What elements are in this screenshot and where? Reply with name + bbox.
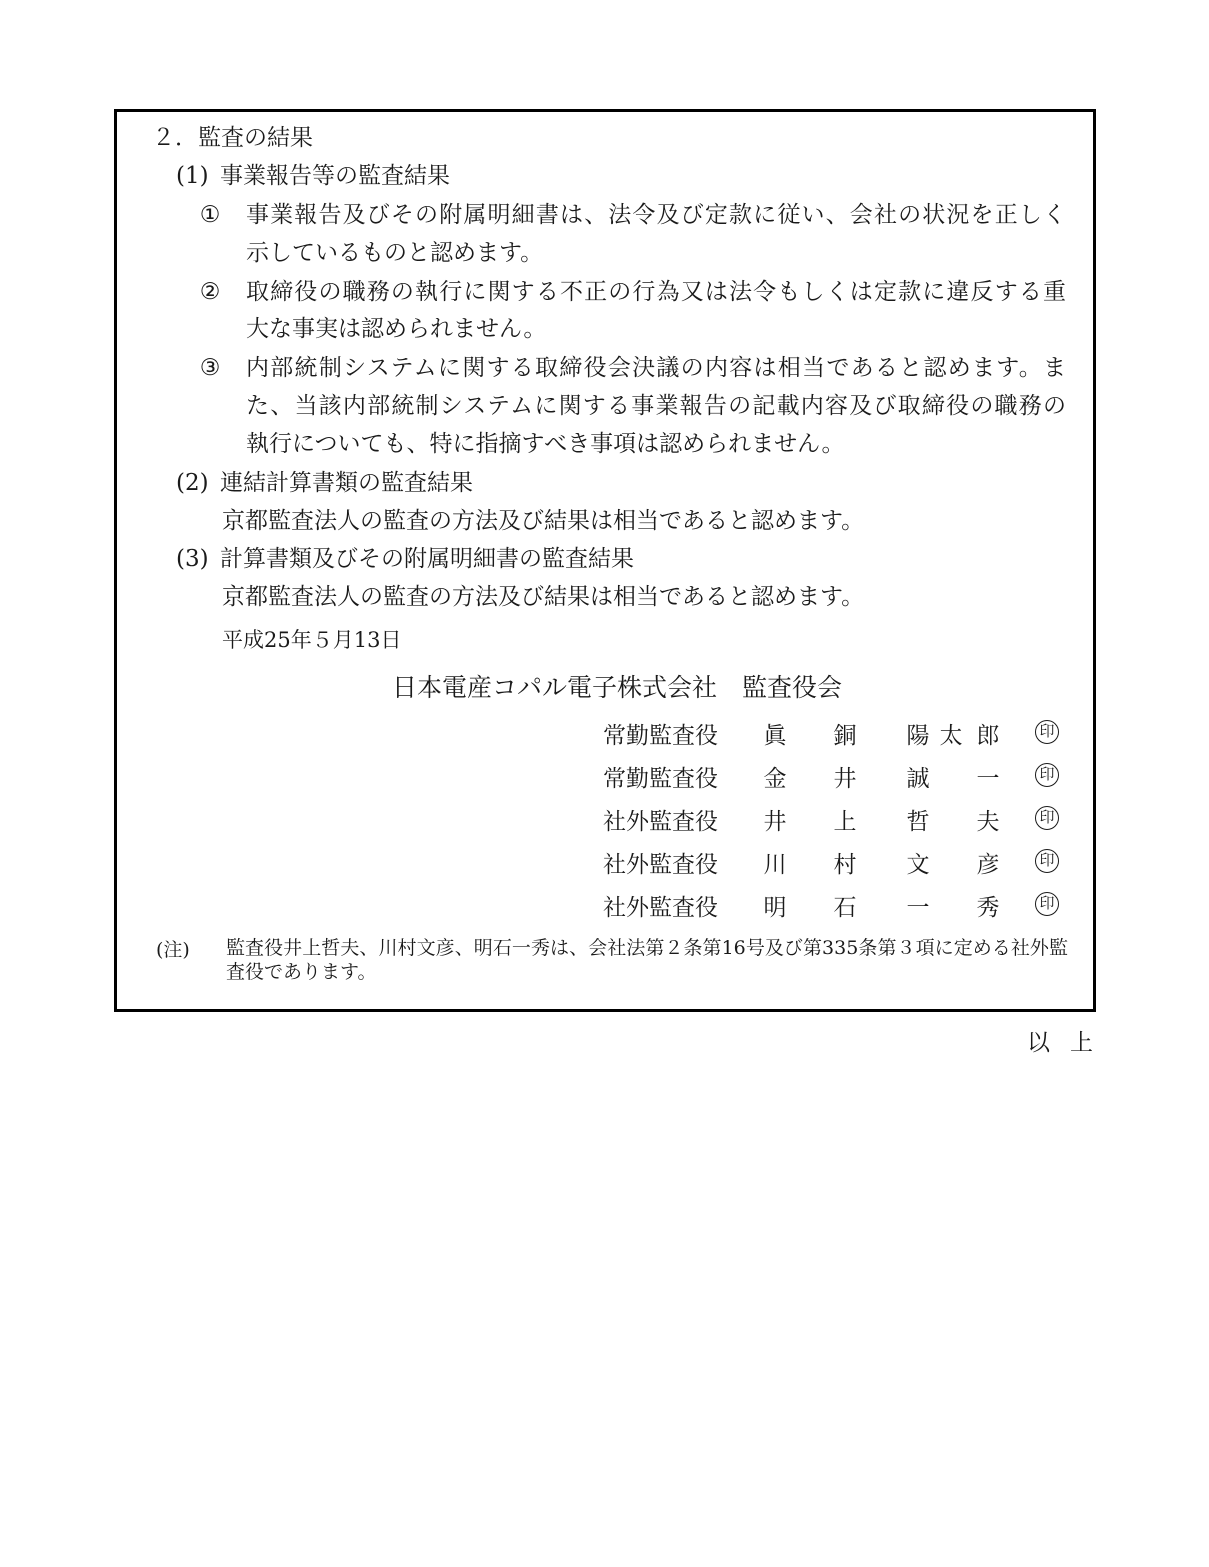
subsection-1-number: (1) [176,163,209,189]
item-3-line-3: 執行についても、特に指摘すべき事項は認められません。 [246,431,845,457]
subsection-2-body: 京都監査法人の監査の方法及び結果は相当であると認めます。 [222,508,865,534]
item-1-line-1: 事業報告及びその附属明細書は、法令及び定款に従い、会社の状況を正しく [246,202,1066,228]
item-2-line-1: 取締役の職務の執行に関する不正の行為又は法令もしくは定款に違反する重 [246,279,1066,305]
item-2-marker: ② [199,279,221,305]
auditor-name-char: 陽 [906,723,930,749]
subsection-3-heading [176,545,634,573]
auditor-name-char: 一 [906,895,930,921]
auditor-name-char: 文 [906,852,930,878]
auditor-name-char: 誠 [906,766,930,792]
closing-mark: 以上 [1027,1030,1113,1056]
auditor-name-char: 銅 [833,723,857,749]
auditor-name-char: 夫 [976,809,1000,835]
auditor-row [603,846,1068,880]
auditor-title: 常勤監査役 [603,723,718,749]
subsection-1-title: 事業報告等の監査結果 [220,163,450,189]
auditor-row [603,889,1068,923]
auditor-name-char: 金 [763,766,787,792]
item-1-line-2: 示しているものと認めます。 [246,240,544,266]
item-3-marker: ③ [199,355,221,381]
company-board-name: 日本電産コパル電子株式会社 監査役会 [392,673,843,702]
seal-mark: 印 [1035,763,1059,787]
auditor-name-char: 井 [833,766,857,792]
auditor-name-char: 秀 [976,895,1000,921]
auditor-title: 社外監査役 [603,852,718,878]
item-3-line-2: た、当該内部統制システムに関する事業報告の記載内容及び取締役の職務の [246,393,1066,419]
auditor-name-char: 石 [833,895,857,921]
auditor-name-char: 哲 [906,809,930,835]
auditor-row [603,803,1068,837]
item-2-line-2: 大な事実は認められません。 [246,316,547,342]
auditor-row [603,760,1068,794]
subsection-1-heading [176,162,450,190]
auditor-name-char: 村 [833,852,857,878]
seal-mark: 印 [1035,849,1059,873]
auditor-title: 社外監査役 [603,895,718,921]
auditor-name-char: 川 [763,852,787,878]
report-date: 平成25年５月13日 [222,628,402,652]
section-title: ２．監査の結果 [152,125,313,151]
auditor-row [603,717,1068,751]
seal-mark: 印 [1035,892,1059,916]
seal-mark: 印 [1035,806,1059,830]
subsection-3-body: 京都監査法人の監査の方法及び結果は相当であると認めます。 [222,584,865,610]
auditor-name-char: 井 [763,809,787,835]
auditor-name-char: 彦 [976,852,1000,878]
auditor-name-char: 眞 [763,723,787,749]
subsection-2-title: 連結計算書類の監査結果 [220,470,473,496]
auditor-title: 社外監査役 [603,809,718,835]
auditor-name-char: 郎 [976,723,1000,749]
auditor-name-char: 明 [763,895,787,921]
auditor-name-char: 太 [939,723,963,749]
auditor-name-char: 一 [976,766,1000,792]
subsection-2-heading [176,469,473,497]
item-3-line-1: 内部統制システムに関する取締役会決議の内容は相当であると認めます。ま [246,355,1066,381]
note-label: (注) [156,939,190,961]
item-1-marker: ① [199,202,221,228]
seal-mark: 印 [1035,720,1059,744]
subsection-3-number: (3) [176,546,209,572]
subsection-2-number: (2) [176,470,209,496]
note-text: 監査役井上哲夫、川村文彦、明石一秀は、会社法第２条第16号及び第335条第３項に定める社外監査役であります。 [226,937,1068,983]
subsection-3-title: 計算書類及びその附属明細書の監査結果 [220,546,634,572]
auditor-name-char: 上 [833,809,857,835]
auditor-title: 常勤監査役 [603,766,718,792]
